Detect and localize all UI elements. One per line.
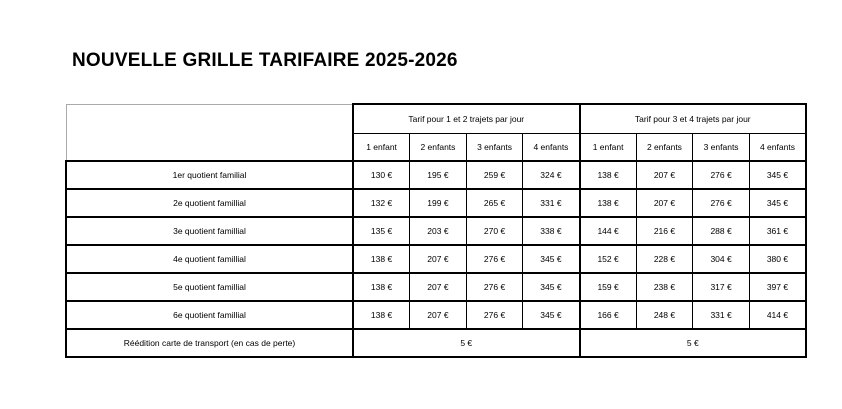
- price-cell: 238 €: [636, 273, 693, 301]
- table-row: [66, 217, 806, 245]
- subheader-cell: 2 enfants: [636, 133, 693, 161]
- price-cell: 207 €: [410, 301, 467, 329]
- price-cell: 216 €: [636, 217, 693, 245]
- row-label: 1er quotient familial: [66, 161, 353, 189]
- price-cell: 138 €: [353, 301, 410, 329]
- price-cell: 338 €: [523, 217, 580, 245]
- corner-cell: [66, 104, 353, 161]
- subheader-cell: 3 enfants: [693, 133, 750, 161]
- tarif-table: [65, 103, 807, 358]
- price-cell: 144 €: [580, 217, 637, 245]
- price-cell: 199 €: [410, 189, 467, 217]
- price-cell: 397 €: [749, 273, 806, 301]
- price-cell: 207 €: [410, 273, 467, 301]
- subheader-cell: 1 enfant: [353, 133, 410, 161]
- price-cell: 265 €: [466, 189, 523, 217]
- price-cell: 276 €: [693, 161, 750, 189]
- price-cell: 345 €: [749, 189, 806, 217]
- price-cell: 276 €: [466, 301, 523, 329]
- price-cell: 345 €: [523, 245, 580, 273]
- price-cell: 276 €: [466, 273, 523, 301]
- table-row: [66, 245, 806, 273]
- price-cell: 138 €: [353, 273, 410, 301]
- table-row: [66, 189, 806, 217]
- price-cell: 361 €: [749, 217, 806, 245]
- price-cell: 207 €: [410, 245, 467, 273]
- price-cell: 345 €: [523, 301, 580, 329]
- price-cell: 304 €: [693, 245, 750, 273]
- row-label: 5e quotient famillial: [66, 273, 353, 301]
- table-row: [66, 161, 806, 189]
- price-cell: 228 €: [636, 245, 693, 273]
- price-cell: 138 €: [580, 189, 637, 217]
- price-cell: 331 €: [693, 301, 750, 329]
- reedition-price-3-4-trajets: 5 €: [580, 329, 807, 357]
- subheader-cell: 3 enfants: [466, 133, 523, 161]
- reedition-row: [66, 329, 806, 357]
- subheader-cell: 4 enfants: [523, 133, 580, 161]
- price-cell: 248 €: [636, 301, 693, 329]
- price-cell: 259 €: [466, 161, 523, 189]
- price-cell: 132 €: [353, 189, 410, 217]
- price-cell: 138 €: [580, 161, 637, 189]
- price-cell: 276 €: [466, 245, 523, 273]
- price-cell: 203 €: [410, 217, 467, 245]
- row-label: 4e quotient famillial: [66, 245, 353, 273]
- row-label: 2e quotient famillial: [66, 189, 353, 217]
- group-header-row: [66, 104, 806, 133]
- price-cell: 270 €: [466, 217, 523, 245]
- table-row: [66, 301, 806, 329]
- price-cell: 152 €: [580, 245, 637, 273]
- subheader-cell: 4 enfants: [749, 133, 806, 161]
- subheader-cell: 2 enfants: [410, 133, 467, 161]
- price-cell: 345 €: [523, 273, 580, 301]
- price-cell: 130 €: [353, 161, 410, 189]
- price-cell: 288 €: [693, 217, 750, 245]
- price-cell: 380 €: [749, 245, 806, 273]
- price-cell: 276 €: [693, 189, 750, 217]
- price-cell: 324 €: [523, 161, 580, 189]
- price-cell: 331 €: [523, 189, 580, 217]
- subheader-cell: 1 enfant: [580, 133, 637, 161]
- price-cell: 159 €: [580, 273, 637, 301]
- price-cell: 207 €: [636, 161, 693, 189]
- reedition-label: Réédition carte de transport (en cas de perte): [66, 329, 353, 357]
- reedition-price-1-2-trajets: 5 €: [353, 329, 580, 357]
- group-header-3-4-trajets: Tarif pour 3 et 4 trajets par jour: [580, 104, 807, 133]
- row-label: 6e quotient famillial: [66, 301, 353, 329]
- table-row: [66, 273, 806, 301]
- price-cell: 138 €: [353, 245, 410, 273]
- price-cell: 195 €: [410, 161, 467, 189]
- price-cell: 135 €: [353, 217, 410, 245]
- price-cell: 166 €: [580, 301, 637, 329]
- group-header-1-2-trajets: Tarif pour 1 et 2 trajets par jour: [353, 104, 580, 133]
- price-cell: 317 €: [693, 273, 750, 301]
- page-title: NOUVELLE GRILLE TARIFAIRE 2025-2026: [72, 50, 458, 71]
- row-label: 3e quotient famillial: [66, 217, 353, 245]
- price-cell: 207 €: [636, 189, 693, 217]
- price-cell: 345 €: [749, 161, 806, 189]
- price-cell: 414 €: [749, 301, 806, 329]
